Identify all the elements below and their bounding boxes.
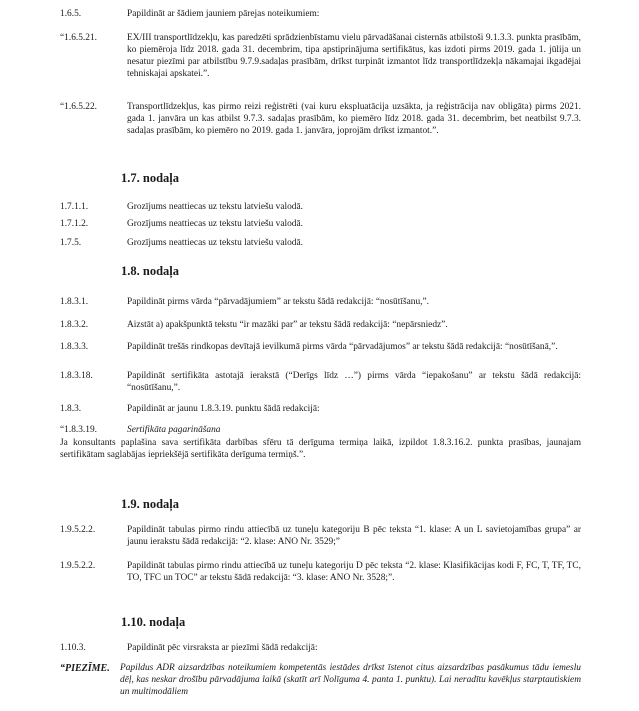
heading-1-7: 1.7. nodaļa: [121, 171, 180, 185]
item-1-8-3-1: [60, 297, 581, 309]
item-number: 1.7.1.2.: [60, 219, 89, 229]
item-text: EX/III transportlīdzekļu, kas paredzēti sprādzienbīstamu vielu pārvadāšanai cisternās atbilstoši 9.1.3.3. punkta prasībām, ko piemēroja līdz 2018. gada 31. decembrim, tipa apstiprinājuma sertifikātus, kas izdoti pirms 2019. gada 1. jūlija un nesatur piezīmi par atbilstību 9.7.9.sadaļas prasībām, drīkst turpināt izmantot līdz transportlīdzekļa nākamajai ikgadējai tehniskajai apskatei.”.: [127, 33, 581, 79]
item-subtitle: Sertifikāta pagarināšana: [127, 425, 221, 435]
item-number: 1.8.3.18.: [60, 371, 93, 381]
item-number: 1.8.3.2.: [60, 320, 89, 330]
note-block: [60, 663, 581, 699]
item-number: “1.6.5.22.: [60, 102, 97, 112]
item-1-8-3-2: [60, 320, 581, 332]
item-text: Grozījums neattiecas uz tekstu latviešu valodā.: [127, 219, 303, 229]
note-label: “PIEZĪME.: [60, 663, 110, 674]
item-text: Papildināt tabulas pirmo rindu attiecībā uz tuneļu kategoriju B pēc teksta “1. klase: A un L savietojamības grupa” ar jaunu ierakstu šādā redakcijā: “2. klase: ANO Nr. 3529;”: [127, 525, 581, 547]
item-text: Aizstāt a) apakšpunktā tekstu “ir mazāki par” ar tekstu šādā redakcijā: “nepārsniedz”.: [127, 320, 448, 330]
item-1-7-5: [60, 238, 581, 250]
heading-1-10: 1.10. nodaļa: [121, 615, 186, 629]
item-text: Papildināt sertifikāta astotajā ierakstā (“Derīgs līdz …”) pirms vārda “iepakošanu” ar tekstu šādā redakcijā: “nosūtīšanu,”.: [127, 371, 581, 393]
item-text: Papildināt pēc virsraksta ar piezīmi šādā redakcijā:: [127, 643, 318, 653]
item-text: Papildināt ar jaunu 1.8.3.19. punktu šādā redakcijā:: [127, 404, 320, 414]
item-1-10-3: [60, 643, 581, 655]
item-text: Transportlīdzekļus, kas pirmo reizi reģistrēti (vai kuru ekspluatācija uzsākta, ja reģistrācija nav obligāta) pirms 2021. gada 1. janvāra un kas atbilst 9.7.3. sadaļas prasībām, ko piemēro līdz 2018. gada 31. decembrim, bet neatbilst 9.7.3. sadaļas prasībām, ko piemēro no 2019. gada 1. janvāra, joprojām drīkst izmantot.”.: [127, 102, 581, 136]
item-number: “1.6.5.21.: [60, 33, 97, 43]
item-number: 1.8.3.1.: [60, 297, 89, 307]
item-text: Papildināt trešās rindkopas devītajā ievilkumā pirms vārda “pārvadājumos” ar tekstu šādā redakcijā: “nosūtīšanā,”.: [127, 342, 558, 352]
item-number: 1.9.5.2.2.: [60, 525, 96, 535]
item-text: Grozījums neattiecas uz tekstu latviešu valodā.: [127, 238, 303, 248]
item-number: “1.8.3.19.: [60, 425, 97, 435]
item-1-7-1-2: [60, 219, 581, 231]
item-1-8-3-19: [60, 425, 581, 437]
item-number: 1.6.5.: [60, 9, 82, 19]
item-text: Papildināt ar šādiem jauniem pārejas noteikumiem:: [127, 9, 320, 19]
item-1-6-5-22: [60, 102, 581, 138]
item-1-8-3: [60, 404, 581, 416]
note-text: Papildus ADR aizsardzības noteikumiem kompetentās iestādes drīkst īstenot citus aizsardzības pasākumus tādu iemeslu dēļ, kas neskar drošību pārvadājuma laikā (skatīt arī Nolīguma 4. panta 1. punktu). Lai neradītu kavēkļus starptautiskiem un multimodāliem: [120, 663, 581, 697]
item-number: 1.7.1.1.: [60, 202, 89, 212]
item-1-6-5-21: [60, 33, 581, 81]
item-1-6-5: [60, 9, 581, 21]
paragraph-1-8-3-19: Ja konsultants paplašina sava sertifikāta darbības sfēru tā derīguma termiņa laikā, izpildot 1.8.3.16.2. punkta prasības, jaunajam sertifikātam saglabājas iepriekšējā sertifikāta derīguma termiņš.”.: [60, 438, 581, 460]
item-number: 1.10.3.: [60, 643, 86, 653]
item-text: Grozījums neattiecas uz tekstu latviešu valodā.: [127, 202, 303, 212]
item-1-8-3-3: [60, 342, 581, 354]
item-1-8-3-18: [60, 371, 581, 395]
item-number: 1.9.5.2.2.: [60, 561, 96, 571]
item-number: 1.8.3.3.: [60, 342, 89, 352]
item-1-7-1-1: [60, 202, 581, 214]
item-1-9-5-2-2-b: [60, 561, 581, 585]
item-number: 1.7.5.: [60, 238, 82, 248]
item-1-9-5-2-2-a: [60, 525, 581, 549]
item-text: Papildināt pirms vārda “pārvadājumiem” ar tekstu šādā redakcijā: “nosūtīšanu,”.: [127, 297, 429, 307]
heading-1-8: 1.8. nodaļa: [121, 264, 180, 278]
item-number: 1.8.3.: [60, 404, 82, 414]
item-text: Papildināt tabulas pirmo rindu attiecībā uz tuneļu kategoriju D pēc teksta “2. klase: Klasifikācijas kodi F, FC, T, TF, TC, TO, TFC un TOC” ar tekstu šādā redakcijā: “3. klase: ANO Nr. 3528;”.: [127, 561, 581, 583]
heading-1-9: 1.9. nodaļa: [121, 497, 180, 511]
